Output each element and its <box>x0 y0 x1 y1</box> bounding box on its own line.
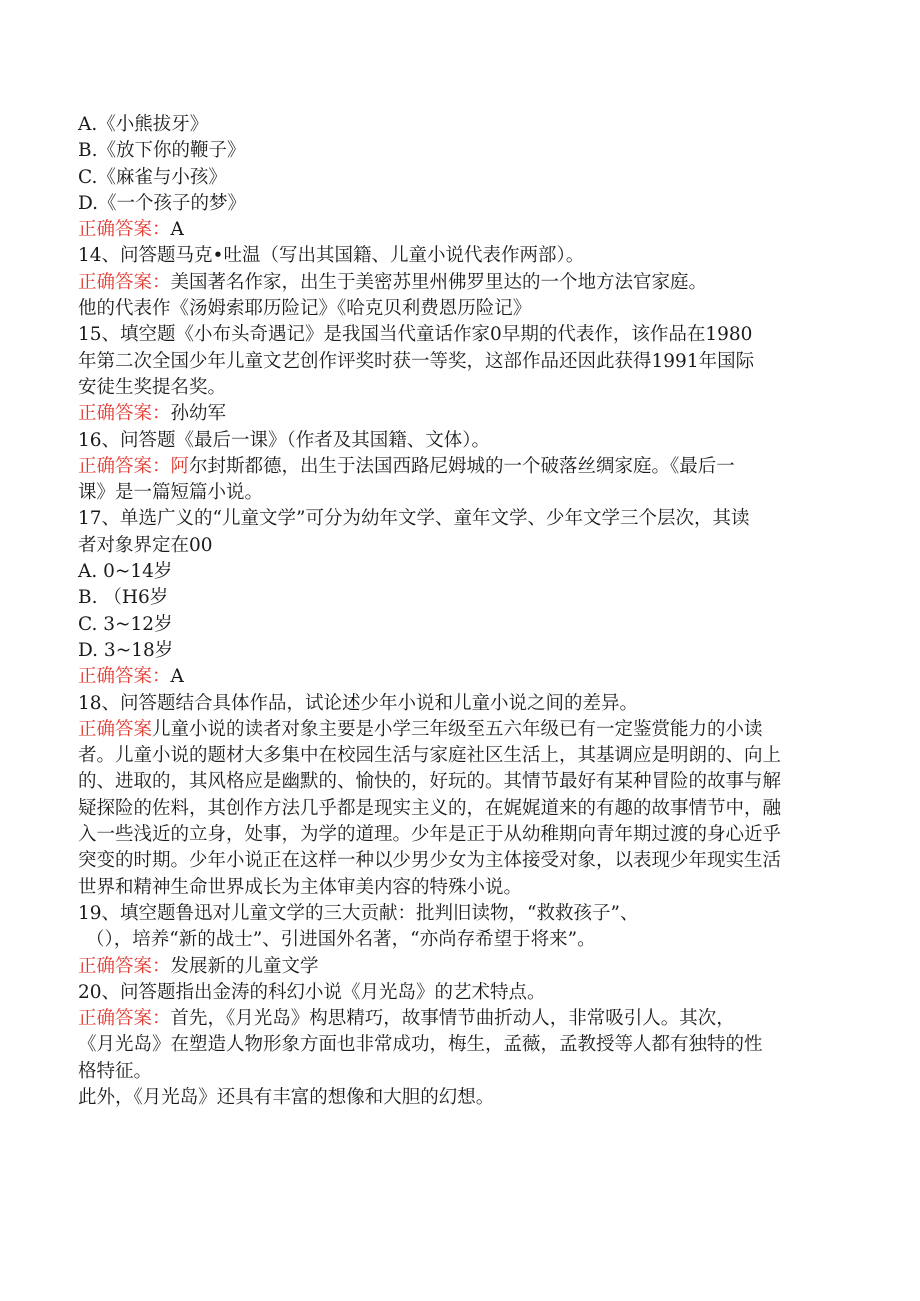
text-line <box>78 428 848 454</box>
document-page <box>78 112 848 1111</box>
line-text: A. 0~14岁 <box>78 561 173 583</box>
answer-label: 正确答案 <box>78 718 153 740</box>
text-line <box>78 585 848 611</box>
text-line <box>78 533 848 559</box>
line-text: 16、问答题《最后一课》（作者及其国籍、文体）。 <box>78 429 491 451</box>
line-text: A <box>170 666 184 688</box>
line-text: 发展新的儿童文学 <box>170 955 319 977</box>
line-text: 疑探险的佐料，其创作方法几乎都是现实主义的，在娓娓道来的有趣的故事情节中，融 <box>78 797 782 819</box>
line-text: 17、单选广义的“儿童文学”可分为幼年文学、童年文学、少年文学三个层次，其读 <box>78 508 750 530</box>
answer-line <box>78 270 848 296</box>
text-line <box>78 296 848 322</box>
line-text: 儿童小说的读者对象主要是小学三年级至五六年级已有一定鉴赏能力的小读 <box>152 718 763 740</box>
answer-line <box>78 1006 848 1032</box>
text-line <box>78 638 848 664</box>
line-text: C.《麻雀与小孩》 <box>78 166 227 188</box>
line-text: 的、进取的，其风格应是幽默的、愉快的，好玩的。其情节最好有某种冒险的故事与解 <box>78 771 782 793</box>
answer-label: 正确答案： <box>78 403 171 425</box>
line-text: 者。儿童小说的题材大多集中在校园生活与家庭社区生活上，其基调应是明朗的、向上 <box>78 745 782 767</box>
text-line <box>78 743 848 769</box>
text-line <box>78 796 848 822</box>
answer-line <box>78 664 848 690</box>
line-text: A <box>170 219 184 241</box>
text-line <box>78 848 848 874</box>
answer-label: 正确答案： <box>78 955 171 977</box>
text-line <box>78 375 848 401</box>
line-text: 尔封斯都德，出生于法国西路尼姆城的一个破落丝绸家庭。《最后一 <box>189 455 735 477</box>
line-text: 此外，《月光岛》还具有丰富的想像和大胆的幻想。 <box>78 1086 495 1108</box>
text-line <box>78 243 848 269</box>
answer-label: 正确答案： <box>78 271 171 293</box>
line-text: 突变的时期。少年小说正在这样一种以少男少女为主体接受对象，以表现少年现实生活 <box>78 850 782 872</box>
answer-line <box>78 454 848 480</box>
line-text: 首先，《月光岛》构思精巧，故事情节曲折动人，非常吸引人。其次， <box>170 1008 735 1030</box>
text-line <box>78 165 848 191</box>
text-line <box>78 559 848 585</box>
line-text: D. 3~18岁 <box>78 639 174 661</box>
line-text: 安徒生奖提名奖。 <box>78 376 227 398</box>
text-line <box>78 322 848 348</box>
line-text: D.《一个孩子的梦》 <box>78 192 247 214</box>
text-line <box>78 691 848 717</box>
answer-label: 正确答案：阿 <box>78 455 190 477</box>
line-text: C. 3~12岁 <box>78 613 173 635</box>
line-text: 课》是一篇短篇小说。 <box>78 482 264 504</box>
answer-line <box>78 217 848 243</box>
text-line <box>78 480 848 506</box>
answer-label: 正确答案： <box>78 666 171 688</box>
line-text: 14、问答题马克•吐温（写出其国籍、儿童小说代表作两部）。 <box>78 245 585 267</box>
line-text: 世界和精神生命世界成长为主体审美内容的特殊小说。 <box>78 876 523 898</box>
line-text: B. （H6岁 <box>78 587 169 609</box>
text-line <box>78 1085 848 1111</box>
text-line <box>78 980 848 1006</box>
text-line <box>78 191 848 217</box>
answer-label: 正确答案： <box>78 1008 171 1030</box>
text-line <box>78 1032 848 1058</box>
text-line <box>78 138 848 164</box>
text-line <box>78 769 848 795</box>
text-line <box>78 875 848 901</box>
line-text: 19、填空题鲁迅对儿童文学的三大贡献：批判旧读物，“救救孩子”、 <box>78 902 639 924</box>
line-text: 美国著名作家，出生于美密苏里州佛罗里达的一个地方法官家庭。 <box>170 271 708 293</box>
text-line <box>78 1059 848 1085</box>
answer-label: 正确答案： <box>78 219 171 241</box>
text-line <box>78 112 848 138</box>
line-text: 15、填空题《小布头奇遇记》是我国当代童话作家0早期的代表作，该作品在1980 <box>78 324 753 346</box>
line-text: 入一些浅近的立身，处事，为学的道理。少年是正于从幼稚期向青年期过渡的身心近乎 <box>78 824 782 846</box>
answer-line <box>78 401 848 427</box>
line-text: 孙幼军 <box>170 403 227 425</box>
line-text: B.《放下你的鞭子》 <box>78 140 246 162</box>
text-line <box>78 901 848 927</box>
text-line <box>78 612 848 638</box>
text-line <box>78 349 848 375</box>
line-text: 20、问答题指出金涛的科幻小说《月光岛》的艺术特点。 <box>78 981 546 1003</box>
line-text: 格特征。 <box>78 1060 153 1082</box>
text-line <box>78 822 848 848</box>
line-text: 者对象界定在00 <box>78 534 213 556</box>
answer-line <box>78 954 848 980</box>
line-text: （），培养“新的战士”、引进国外名著，“亦尚存希望于将来”。 <box>86 929 596 951</box>
text-line <box>78 506 848 532</box>
text-line <box>78 927 848 953</box>
line-text: 《月光岛》在塑造人物形象方面也非常成功，梅生，孟薇，孟教授等人都有独特的性 <box>78 1034 763 1056</box>
answer-line <box>78 717 848 743</box>
line-text: 他的代表作《汤姆索耶历险记》《哈克贝利费恩历险记》 <box>78 298 532 320</box>
line-text: 18、问答题结合具体作品，试论述少年小说和儿童小说之间的差异。 <box>78 692 639 714</box>
line-text: 年第二次全国少年儿童文艺创作评奖时获一等奖，这部作品还因此获得1991年国际 <box>78 350 755 372</box>
line-text: A.《小熊拔牙》 <box>78 114 209 135</box>
